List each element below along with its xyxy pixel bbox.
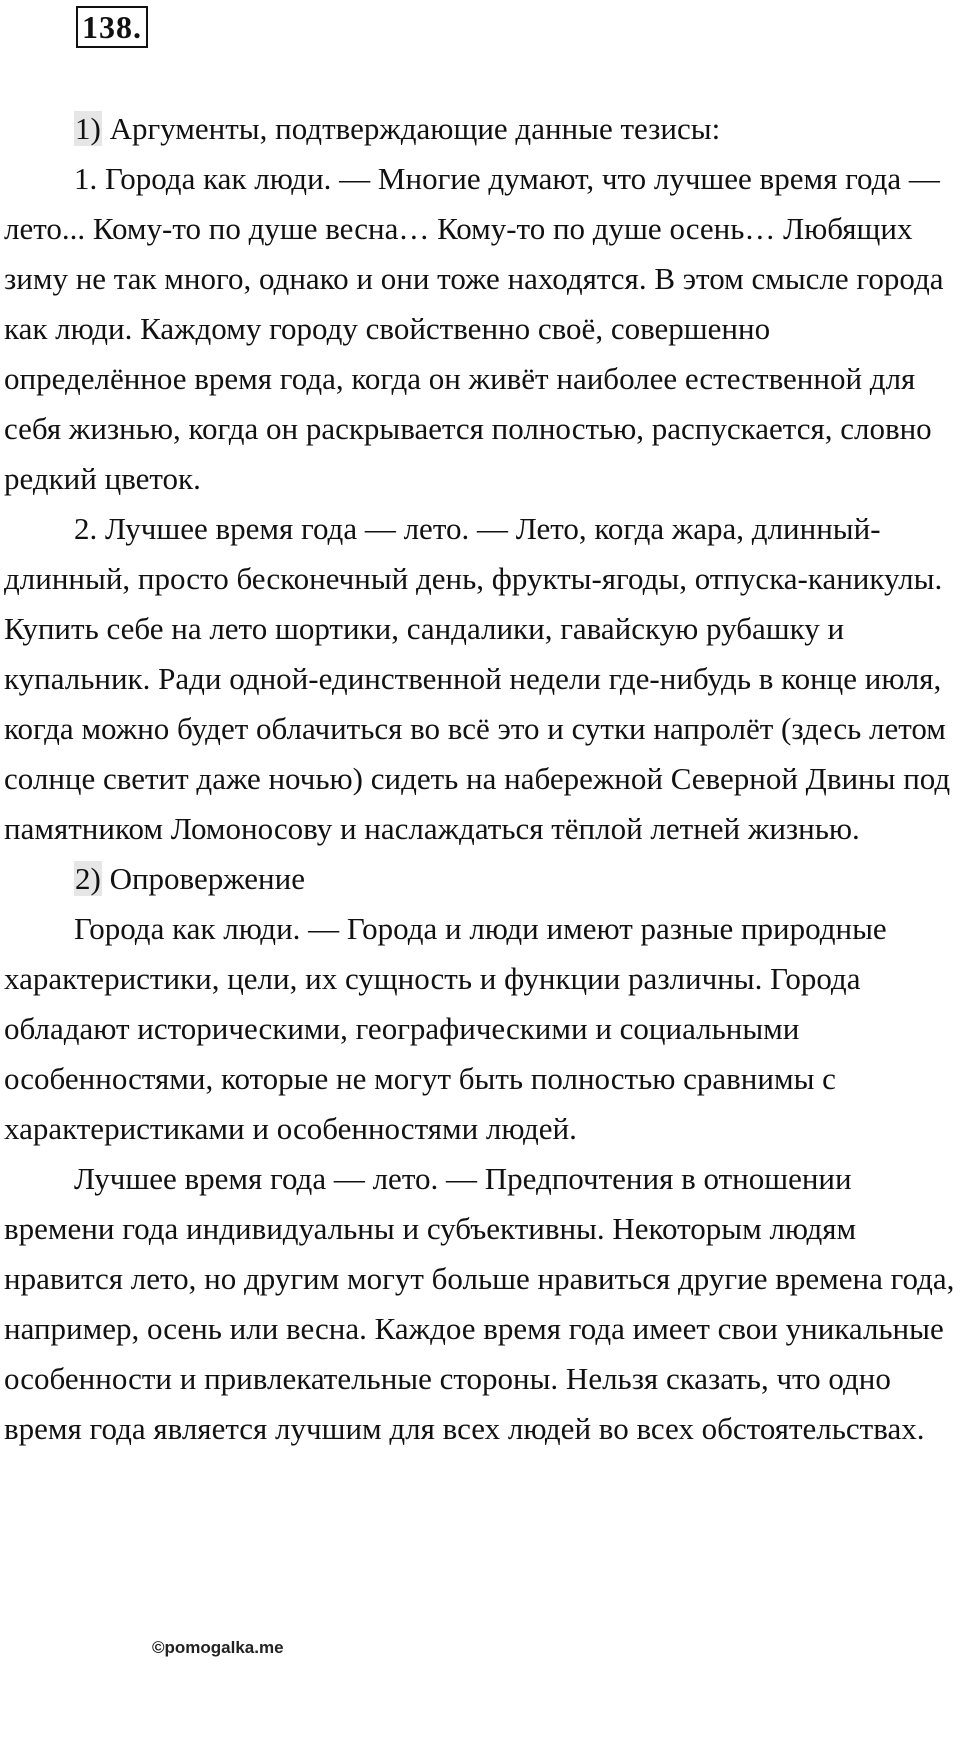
part1-paragraph-2: 2. Лучшее время года — лето. — Лето, когда жара, длинный-длинный, просто бесконечный день, фрукты-ягоды, отпуска-каникулы. Купить себе на лето шортики, сандалики, гавайскую рубашку и купальник. Ради одной-единственной недели где-нибудь в конце июля, когда можно будет облачиться во всё это и сутки напролёт (здесь летом солнце светит даже ночью) сидеть на набережной Северной Двины под памятником Ломоносову и наслаждаться тёплой летней жизнью.: [4, 511, 951, 846]
part2-paragraph-1: Города как люди. — Города и люди имеют разные природные характеристики, цели, их сущность и функции различны. Города обладают историческими, географическими и социальными особенностями, которые не могут быть полностью сравнимы с характеристиками и особенностями людей.: [4, 911, 887, 1146]
part2-paragraph-2: Лучшее время года — лето. — Предпочтения в отношении времени года индивидуальны и субъективны. Некоторым людям нравится лето, но другим могут больше нравиться другие времена года, например, осень или весна. Каждое время года имеет свои уникальные особенности и привлекательные стороны. Нельзя сказать, что одно время года является лучшим для всех людей во всех обстоятельствах.: [4, 1161, 955, 1446]
part2-heading-text: Опровержение: [101, 861, 305, 896]
part2-heading: [4, 854, 956, 904]
part1-heading: [4, 104, 956, 154]
watermark: ©pomogalka.me: [152, 1638, 284, 1657]
part1-marker: 1): [75, 111, 101, 146]
part2-marker: 2): [75, 861, 101, 896]
task-number: 138.: [76, 6, 148, 48]
answer-content: [4, 104, 956, 1454]
part1-heading-text: Аргументы, подтверждающие данные тезисы:: [101, 111, 721, 146]
part1-paragraph-1: 1. Города как люди. — Многие думают, что лучшее время года — лето... Кому-то по душе весна… Кому-то по душе осень… Любящих зиму не так много, однако и они тоже находятся. В этом смысле города как люди. Каждому городу свойственно своё, совершенно определённое время года, когда он живёт наиболее естественной для себя жизнью, когда он раскрывается полностью, распускается, словно редкий цветок.: [4, 161, 944, 496]
